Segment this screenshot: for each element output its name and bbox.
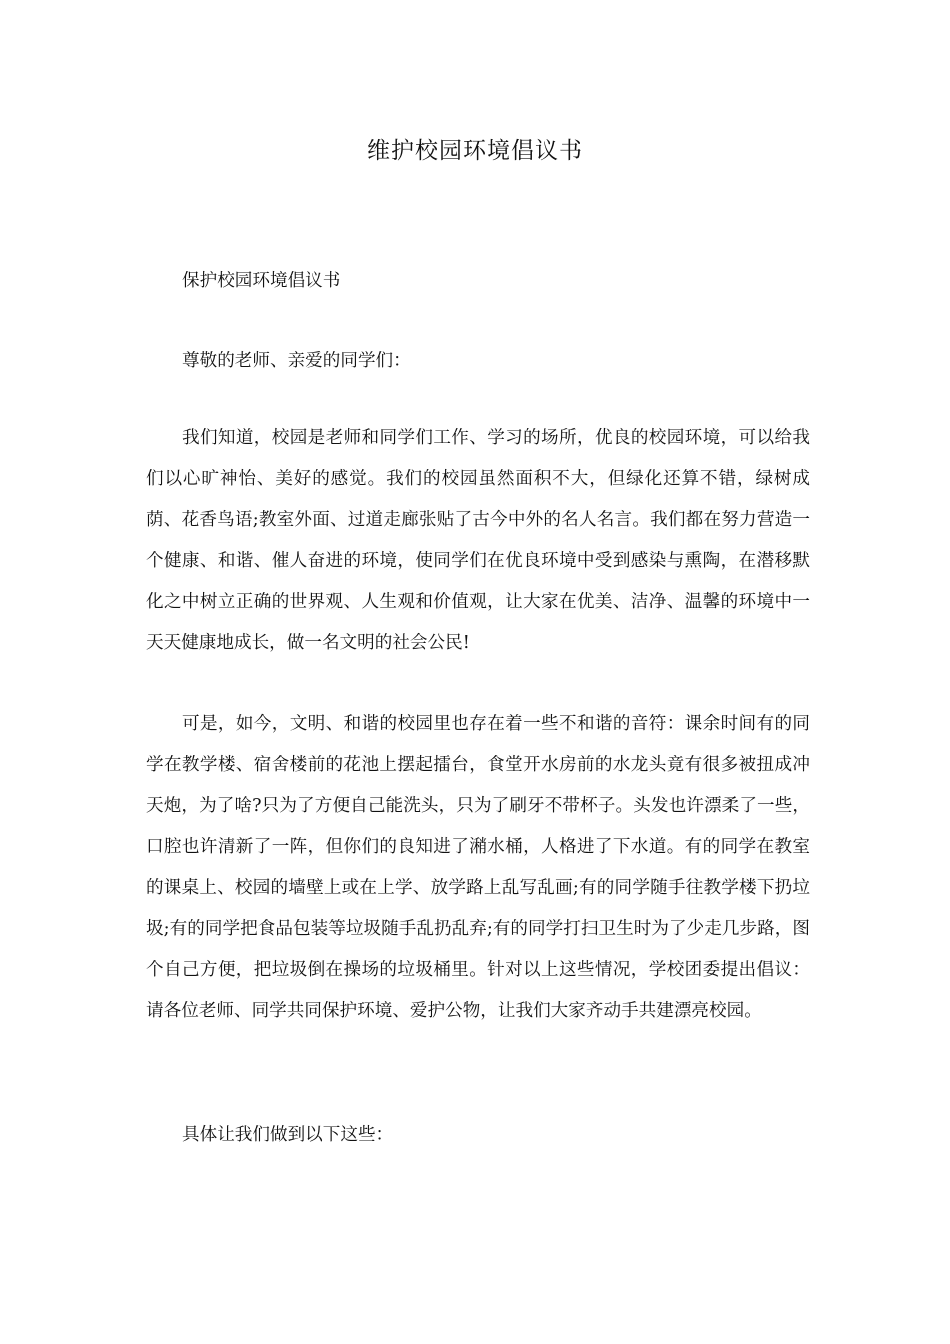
document-title: 维护校园环境倡议书 xyxy=(367,138,583,164)
body-paragraph: 我们知道，校园是老师和同学们工作、学习的场所，优良的校园环境，可以给我们以心旷神怡、美好的感觉。我们的校园虽然面积不大，但绿化还算不错，绿树成荫、花香鸟语;教室外面、过道走廊张贴了古今中外的名人名言。我们都在努力营造一个健康、和谐、催人奋进的环境，使同学们在优良环境中受到感染与熏陶，在潜移默化之中树立正确的世界观、人生观和价值观，让大家在优美、洁净、温馨的环境中一天天健康地成长，做一名文明的社会公民! xyxy=(146,428,810,653)
salutation: 尊敬的老师、亲爱的同学们： xyxy=(182,351,411,371)
document-subtitle: 保护校园环境倡议书 xyxy=(182,271,341,291)
closing-lead: 具体让我们做到以下这些： xyxy=(182,1125,394,1145)
body-paragraph: 可是，如今，文明、和谐的校园里也存在着一些不和谐的音符：课余时间有的同学在教学楼、宿舍楼前的花池上摆起擂台，食堂开水房前的水龙头竟有很多被扭成冲天炮，为了啥?只为了方便自己能洗头，只为了刷牙不带杯子。头发也许漂柔了一些，口腔也许清新了一阵，但你们的良知进了潲水桶，人格进了下水道。有的同学在教室的课桌上、校园的墙壁上或在上学、放学路上乱写乱画;有的同学随手往教学楼下扔垃圾;有的同学把食品包装等垃圾随手乱扔乱弃;有的同学打扫卫生时为了少走几步路，图个自己方便，把垃圾倒在操场的垃圾桶里。针对以上这些情况，学校团委提出倡议：请各位老师、同学共同保护环境、爱护公物，让我们大家齐动手共建漂亮校园。 xyxy=(146,714,810,1021)
